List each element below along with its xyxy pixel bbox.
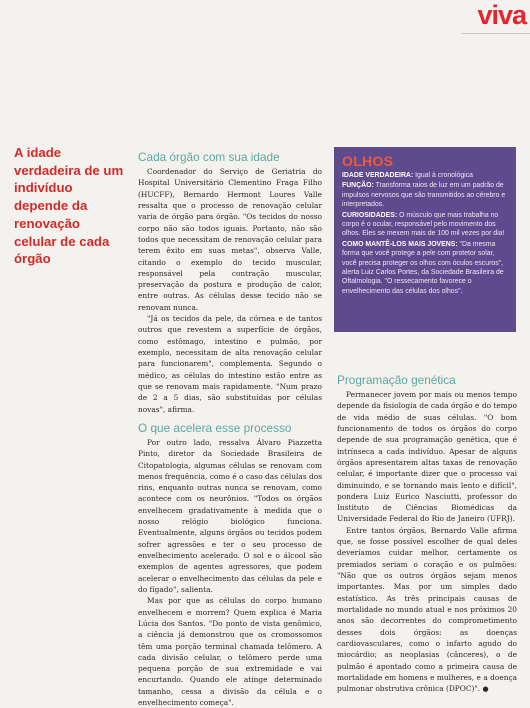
paragraph: Coordenador do Serviço de Geriatria do Hospital Universitário Clementino Fraga Filho (HUCFF), Bernardo Hermont Loures Valle ressalta que o processo de renovação celular varia de órgão para órgão. "Os tecidos do nosso corpo não são todos iguais. Portanto, não são todos que necessitam de renovação celular para terem êxito em suas metas", observa Valle, citando o exemplo do tecido muscular, responsável pela contração muscular, preservação da postura e produção de calor, entre outras. As células desse tecido não se renovam nunca. <box>138 167 322 312</box>
article-column-left <box>138 150 322 708</box>
paragraph: Por outro lado, ressalva Álvaro Piazzetta Pinto, diretor da Sociedade Brasileira de Citopatologia, algumas células se renovam com menos frequência, como é o caso das células dos rins, enquanto outras nunca se renovam, como acontece com os neurônios. "Todos os órgãos envelhecem gradativamente à medida que o nosso relógio biológico funciona. Eventualmente, alguns órgãos ou tecidos podem sofrer agressões e ter o seu processo de envelhecimento acelerado. O sol e o álcool são exemplos de agentes agressores, que podem acelerar o envelhecimento das células da pele e do fígado", salienta. <box>138 437 322 594</box>
box-item-text: "Da mesma forma que você protege a pele com protetor solar, você precisa proteger os olhos com óculos escuros", alerta Luiz Carlos Portes, da Sociedade Brasileira de Oftalmologia. "O ressecamento favorece o envelhecimento das células dos olhos". <box>342 240 504 295</box>
header-rule <box>462 33 530 34</box>
box-item-key: FUNÇÃO: <box>342 182 374 190</box>
section-title: O que acelera esse processo <box>138 420 292 435</box>
paragraph: Mas por que as células do corpo humano envelhecem e morrem? Quem explica é Maria Lúcia dos Santos. "Do ponto de vista genômico, a ciência já demonstrou que os cromossomos têm uma porção terminal chamada telômero. A cada divisão celular, o telômero perde uma pequena porção de sua extremidade e vai encurtando. Quando ele atinge determinado tamanho, cessa a divisão da célula e o envelhecimento começa". <box>138 596 322 708</box>
box-item <box>342 181 508 209</box>
box-item-key: CURIOSIDADES: <box>342 211 398 219</box>
box-item-text: Transforma raios de luz em um padrão de impulsos nervosos que são transmitidos ao cérebro e interpretados. <box>342 182 506 209</box>
box-item-key: COMO MANTÊ-LOS MAIS JOVENS: <box>342 240 458 248</box>
section-title: Programação genética <box>337 373 456 387</box>
magazine-logo: viva <box>477 0 526 30</box>
paragraph-text: Entre tantos órgãos, Bernardo Valle afirma que, se fosse possível escolher de qual deles deveríamos cuidar melhor, certamente os premiados seriam o coração e os pulmões: "Não que os outros órgãos sejam menos importantes. Mas por um simples dado estatístico. As três principais causas de mortalidade no mundo atual e nos próximos 20 anos são decorrentes do comprometimento desses dois órgãos: as doenças cardiovasculares, como o infarto agudo do miocárdio; as neoplasias (cânceres), o de pulmão é apontado como a primeira causa de mortalidade em homens e mulheres, e a doença pulmonar obstrutiva crônica (DPOC)". <box>337 525 517 694</box>
paragraph: "Já os tecidos da pele, da córnea e de tantos outros que revestem a superfície de órgãos, como estômago, intestino e pulmão, por exemplo, necessitam de alta renovação celular para funcionarem", complementa. Segundo o médico, as células do intestino estão entre as que se renovam mais rapidamente. "Num prazo de 2 a 5 dias, são substituídas por células novas", afirma. <box>138 314 322 414</box>
pull-quote: A idade verdadeira de um indivíduo depende da renovação celular de cada órgão <box>14 145 124 267</box>
section-title: Cada órgão com sua idade <box>138 150 280 164</box>
sidebar-box-eyes <box>334 147 516 332</box>
box-item <box>342 211 508 239</box>
paragraph <box>337 525 517 696</box>
box-item <box>342 240 508 296</box>
box-item-text: Igual à cronológica <box>415 172 473 179</box>
article-column-right <box>337 373 517 695</box>
box-item-text: O músculo que mais trabalha no corpo é o ocular, responsável pelo movimento dos olhos. Eles se mexem mais de 100 mil vezes por dia! <box>342 211 505 238</box>
box-item <box>342 171 508 180</box>
box-item-key: IDADE VERDADEIRA: <box>342 172 414 179</box>
paragraph: Permanecer jovem por mais ou menos tempo depende da fisiologia de cada órgão e do tempo de vida médio de suas células. "O bom funcionamento de todos os órgãos do corpo depende de sua programação genética, que é intrínseca a cada indivíduo. Apesar de alguns órgãos apresentarem altas taxas de renovação celular, é importante dizer que o processo vai diminuindo, e se tornando mais lento e difícil", pondera Luiz Eurico Nasciutti, professor do Instituto de Ciências Biomédicas da Universidade Federal do Rio de Janeiro (UFRJ). <box>337 390 517 524</box>
box-title: OLHOS <box>342 153 394 169</box>
end-of-article-mark: ● <box>482 685 489 694</box>
